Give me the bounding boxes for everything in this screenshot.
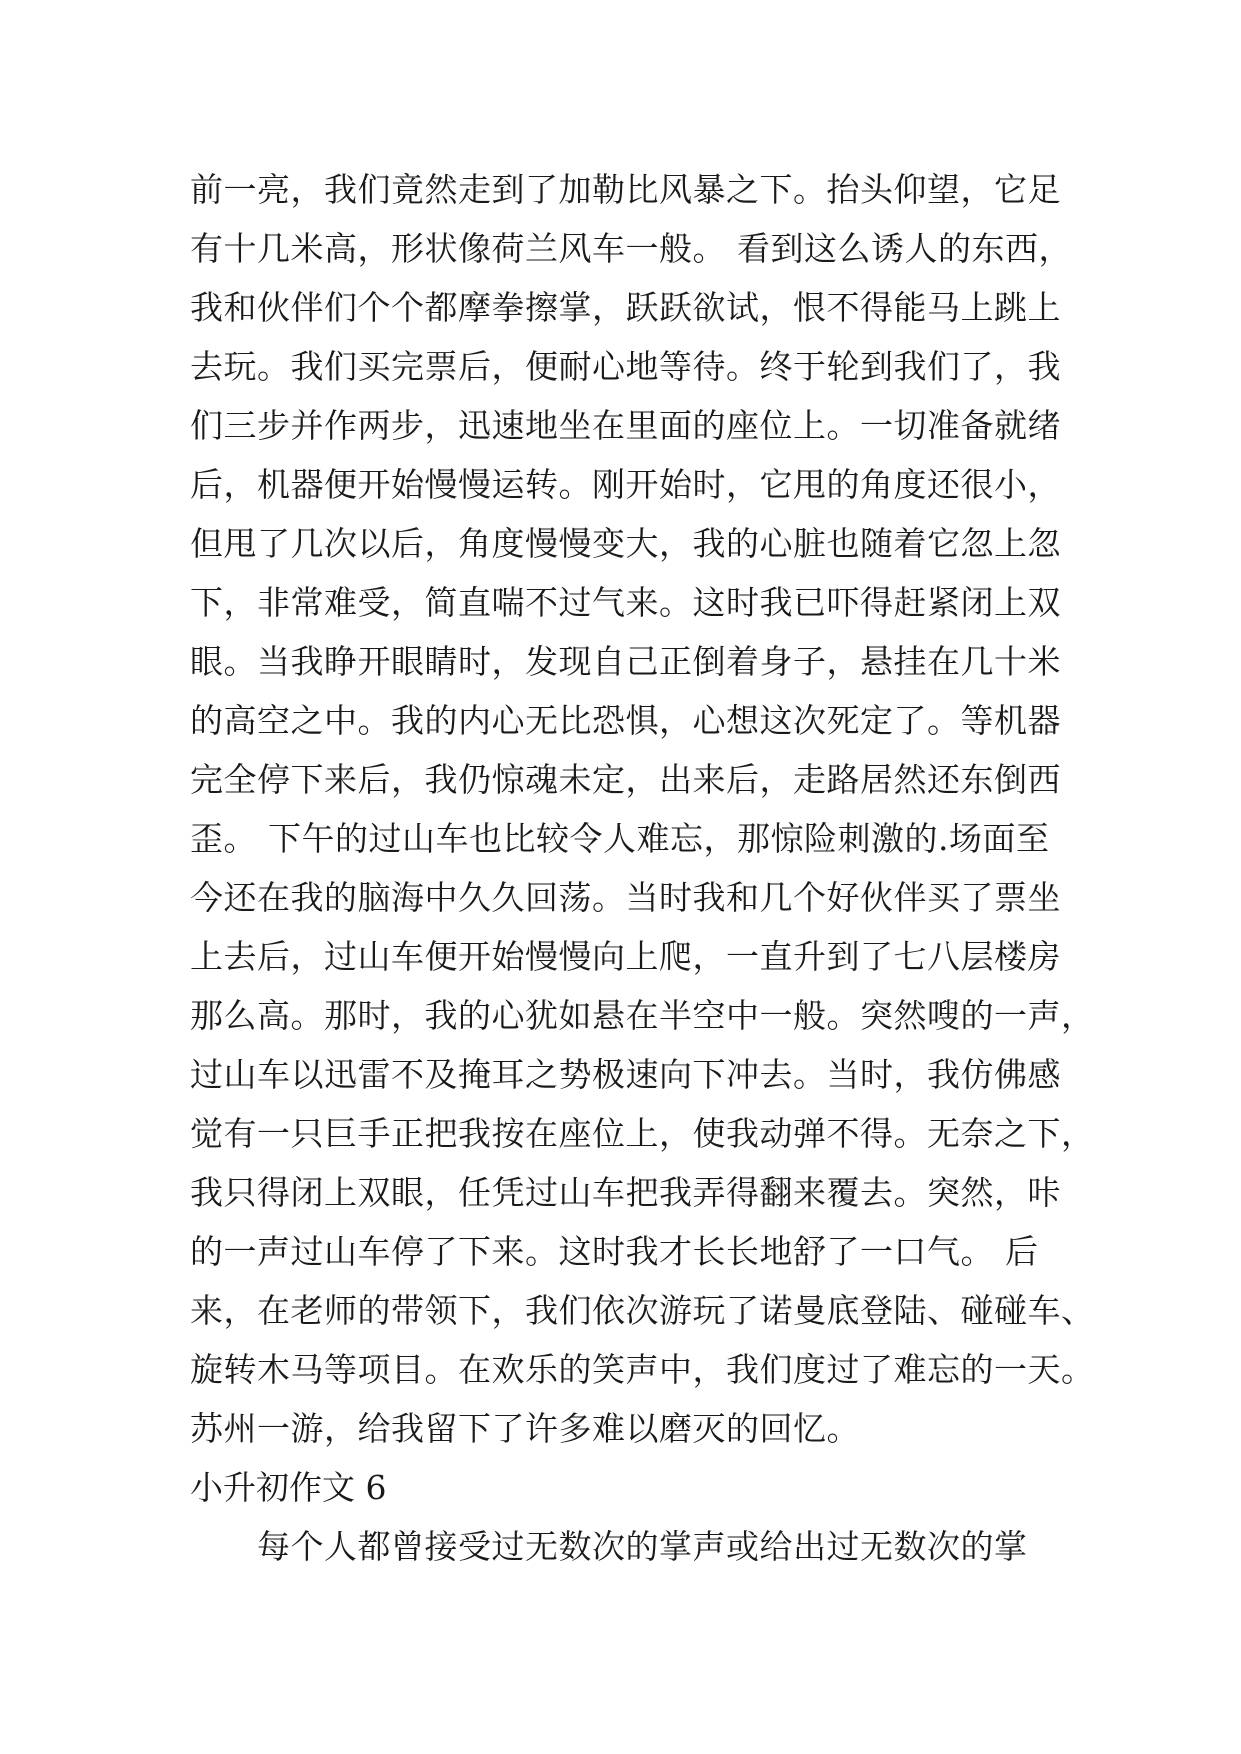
essay-line: 后，机器便开始慢慢运转。刚开始时，它甩的角度还很小， <box>190 465 1061 504</box>
essay-line: 苏州一游，给我留下了许多难以磨灭的回忆。 <box>190 1409 860 1448</box>
essay-line: 上去后，过山车便开始慢慢向上爬，一直升到了七八层楼房 <box>190 937 1061 976</box>
essay-line: 旋转木马等项目。在欢乐的笑声中，我们度过了难忘的一天。 <box>190 1350 1095 1389</box>
essay-line: 的一声过山车停了下来。这时我才长长地舒了一口气。 后 <box>190 1232 1039 1271</box>
essay-line: 今还在我的脑海中久久回荡。当时我和几个好伙伴买了票坐 <box>190 878 1061 917</box>
essay-line: 下，非常难受，简直喘不过气来。这时我已吓得赶紧闭上双 <box>190 583 1061 622</box>
essay-line: 去玩。我们买完票后，便耐心地等待。终于轮到我们了，我 <box>190 347 1061 386</box>
next-paragraph-line: 每个人都曾接受过无数次的掌声或给出过无数次的掌 <box>190 1527 1028 1566</box>
essay-line: 来，在老师的带领下，我们依次游玩了诺曼底登陆、碰碰车、 <box>190 1291 1095 1330</box>
essay-line: 我和伙伴们个个都摩拳擦掌，跃跃欲试，恨不得能马上跳上 <box>190 288 1061 327</box>
essay-line: 那么高。那时，我的心犹如悬在半空中一般。突然嗖的一声， <box>190 996 1095 1035</box>
essay-line: 前一亮，我们竟然走到了加勒比风暴之下。抬头仰望，它足 <box>190 170 1061 209</box>
essay-line: 有十几米高，形状像荷兰风车一般。 看到这么诱人的东西， <box>190 229 1072 268</box>
essay-line: 歪。 下午的过山车也比较令人难忘，那惊险刺激的.场面至 <box>190 819 1050 858</box>
essay-line: 我只得闭上双眼，任凭过山车把我弄得翻来覆去。突然，咔 <box>190 1173 1061 1212</box>
essay-line: 完全停下来后，我仍惊魂未定，出来后，走路居然还东倒西 <box>190 760 1061 799</box>
essay-line: 眼。当我睁开眼睛时，发现自己正倒着身子，悬挂在几十米 <box>190 642 1061 681</box>
essay-text-block <box>190 160 1095 1576</box>
essay-line: 但甩了几次以后，角度慢慢变大，我的心脏也随着它忽上忽 <box>190 524 1061 563</box>
essay-line: 过山车以迅雷不及掩耳之势极速向下冲去。当时，我仿佛感 <box>190 1055 1061 1094</box>
essay-line: 的高空之中。我的内心无比恐惧，心想这次死定了。等机器 <box>190 701 1061 740</box>
section-heading: 小升初作文 6 <box>190 1468 387 1507</box>
essay-line: 觉有一只巨手正把我按在座位上，使我动弹不得。无奈之下， <box>190 1114 1095 1153</box>
essay-line: 们三步并作两步，迅速地坐在里面的座位上。一切准备就绪 <box>190 406 1061 445</box>
